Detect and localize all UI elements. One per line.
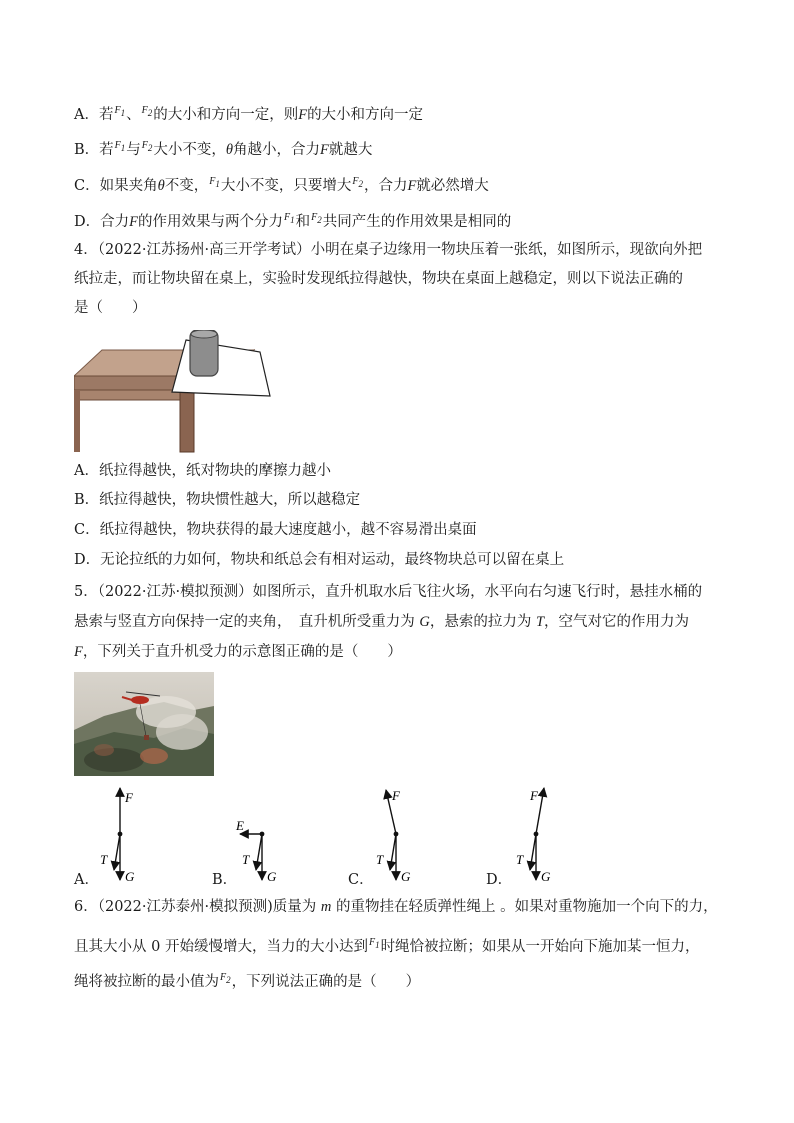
symbol-f2: F2 <box>220 972 231 985</box>
symbol-f2: F2 <box>141 140 153 153</box>
label-t: T <box>516 852 524 867</box>
label-f: F <box>125 790 133 805</box>
q5-option-c-label: C． <box>348 872 374 888</box>
force-diagram-b <box>232 780 352 890</box>
q5-option-a-label: A． <box>74 872 99 888</box>
q5-stem-line3: F，下列关于直升机受力的示意图正确的是（ ） <box>74 644 402 660</box>
q5-stem-line2: 悬索与竖直方向保持一定的夹角， 直升机所受重力为 G，悬索的拉力为 T，空气对它的作用力为 <box>74 614 690 630</box>
symbol-f1: F1 <box>368 937 380 950</box>
symbol-f2: F2 <box>141 105 153 118</box>
q5-option-d-label: D． <box>486 872 513 888</box>
label-g: G <box>125 869 135 884</box>
q3-option-c: C．如果夹角θ不变，$^{F1}$大小不变，只要增大$^{F2}$，合力F就必然增大 <box>74 176 489 194</box>
q6-stem-line1: 6．（2022·江苏泰州·模拟预测)质量为 m 的重物挂在轻质弹性绳上 。如果对重物施加一个向下的力， <box>74 899 718 915</box>
helicopter-fire-photo <box>74 672 214 776</box>
symbol-f2: F2 <box>311 212 322 225</box>
q5-option-b-label: B． <box>212 872 238 888</box>
label-g: G <box>267 869 277 884</box>
q6-stem-line3: 绳将被拉断的最小值为$^{F2}$，下列说法正确的是（ ） <box>74 972 421 990</box>
q5-stem-line1: 5．（2022·江苏·模拟预测）如图所示，直升机取水后飞往火场，水平向右匀速飞行时，悬挂水桶的 <box>74 584 703 600</box>
q4-option-c: C．纸拉得越快，物块获得的最大速度越小，越不容易滑出桌面 <box>74 522 477 538</box>
q4-option-b: B．纸拉得越快，物块惯性越大，所以越稳定 <box>74 492 361 508</box>
label-g: G <box>541 869 551 884</box>
q6-stem-line2: 且其大小从 0 开始缓慢增大，当力的大小达到$^{F1}$时绳恰被拉断；如果从一开始向下施加某一恒力， <box>74 937 700 955</box>
label-t: T <box>100 852 108 867</box>
force-diagram-d <box>506 780 626 890</box>
label-t: T <box>242 852 250 867</box>
q4-stem-line1: 4．（2022·江苏扬州·高三开学考试）小明在桌子边缘用一物块压着一张纸，如图所示，现欲向外把 <box>74 242 703 258</box>
q3-option-b: B．若$^{F1}$与$^{F2}$大小不变，θ角越小，合力F就越大 <box>74 140 373 158</box>
label-f: F <box>530 788 538 803</box>
symbol-f1: F1 <box>114 140 126 153</box>
symbol-f1: F1 <box>284 212 295 225</box>
table-paper-block-figure <box>74 330 284 455</box>
symbol-f1: F1 <box>114 105 126 118</box>
label-e: E <box>236 818 244 833</box>
q3-option-a: A．若$^{F1}$、$^{F2}$的大小和方向一定，则F的大小和方向一定 <box>74 105 424 123</box>
force-diagram-c <box>366 780 486 890</box>
symbol-f1: F1 <box>209 176 220 189</box>
q3-option-d: D．合力F的作用效果与两个分力$^{F1}$和$^{F2}$共同产生的作用效果是相同的 <box>74 212 512 230</box>
label-t: T <box>376 852 384 867</box>
label-g: G <box>401 869 411 884</box>
q4-option-d: D．无论拉纸的力如何，物块和纸总会有相对运动，最终物块总可以留在桌上 <box>74 552 565 568</box>
q4-stem-line2: 纸拉走，而让物块留在桌上，实验时发现纸拉得越快，物块在桌面上越稳定，则以下说法正确的 <box>74 271 683 287</box>
label-f: F <box>392 788 400 803</box>
symbol-f2: F2 <box>352 176 363 189</box>
q4-stem-line3: 是（ ） <box>74 300 147 316</box>
force-diagram-a <box>90 780 210 890</box>
q4-option-a: A．纸拉得越快，纸对物块的摩擦力越小 <box>74 463 331 479</box>
